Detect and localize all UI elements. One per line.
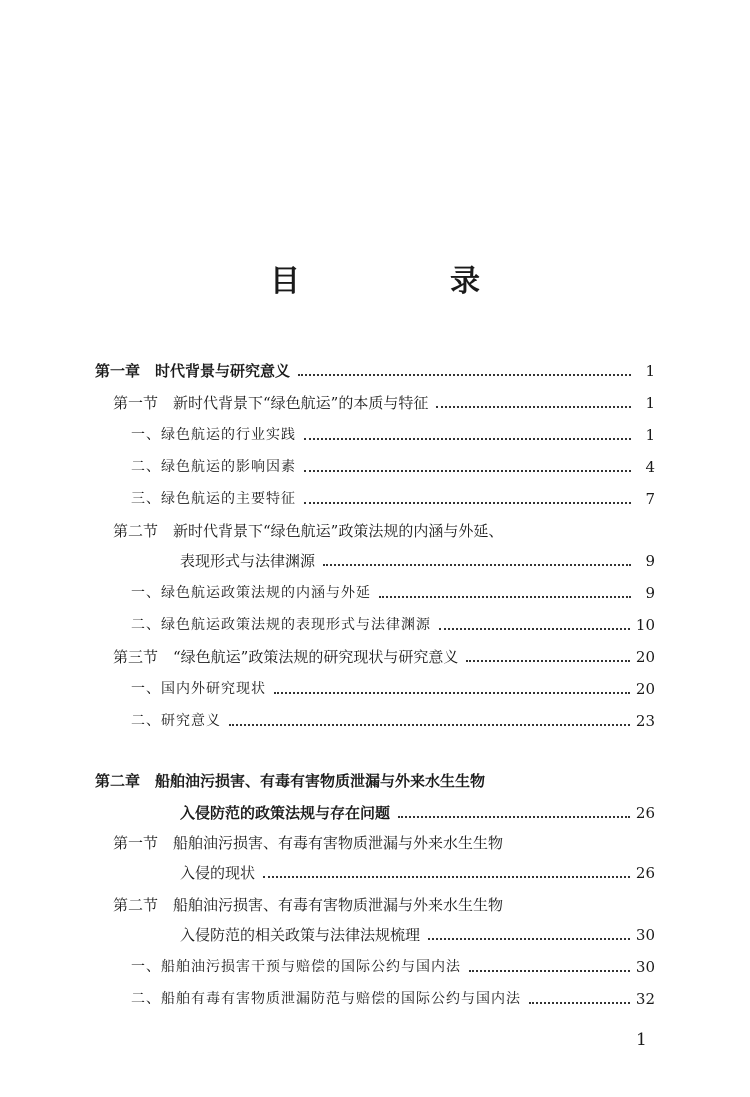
dot-leader — [469, 970, 630, 972]
dot-leader — [304, 438, 631, 440]
toc-entry-label: 第一节 新时代背景下“绿色航运”的本质与特征 — [113, 394, 429, 412]
toc-entry-subsection[interactable] — [131, 983, 655, 1009]
toc-entry-label: 二、绿色航运的影响因素 — [131, 459, 296, 475]
toc-entry-label: 二、绿色航运政策法规的表现形式与法律渊源 — [131, 617, 431, 633]
dot-leader — [398, 816, 630, 818]
toc-entry-subsection[interactable] — [131, 705, 655, 731]
dot-leader — [274, 692, 630, 694]
toc-entry-label: 一、国内外研究现状 — [131, 681, 266, 697]
toc-entry-label: 二、船舶有毒有害物质泄漏防范与赔偿的国际公约与国内法 — [131, 991, 521, 1007]
dot-leader — [323, 564, 631, 566]
toc-entry-page: 9 — [645, 552, 655, 570]
toc-entry-page: 32 — [635, 990, 655, 1008]
toc-entry-section-1-3[interactable] — [113, 641, 655, 667]
dot-leader — [529, 1002, 630, 1004]
dot-leader — [466, 660, 630, 662]
toc-entry-chapter-2[interactable] — [95, 765, 655, 791]
toc-entry-page: 26 — [635, 804, 655, 822]
toc-entry-subsection[interactable] — [131, 609, 655, 635]
toc-entry-page: 7 — [645, 490, 655, 508]
toc-entry-subsection[interactable] — [131, 577, 655, 603]
toc-entry-label: 入侵的现状 — [180, 864, 256, 882]
toc-entry-section-2-2[interactable] — [113, 889, 655, 915]
toc-entry-page: 26 — [635, 864, 655, 882]
toc-entry-page: 10 — [635, 616, 655, 634]
toc-entry-section-1-2[interactable] — [113, 515, 655, 541]
toc-entry-label: 第二节 船舶油污损害、有毒有害物质泄漏与外来水生生物 — [113, 896, 504, 914]
toc-entry-page: 20 — [635, 680, 655, 698]
toc-entry-section-1-1[interactable] — [113, 387, 655, 413]
dot-leader — [229, 724, 630, 726]
dot-leader — [304, 502, 631, 504]
toc-entry-page: 30 — [635, 926, 655, 944]
toc-entry-page: 1 — [645, 426, 655, 444]
toc-entry-subsection[interactable] — [131, 419, 655, 445]
toc-entry-page: 23 — [635, 712, 655, 730]
toc-entry-label: 二、研究意义 — [131, 713, 221, 729]
toc-entry-label: 入侵防范的相关政策与法律法规梳理 — [180, 926, 421, 944]
toc-entry-label: 第一节 船舶油污损害、有毒有害物质泄漏与外来水生生物 — [113, 834, 504, 852]
toc-entry-page: 1 — [645, 394, 655, 412]
toc-entry-chapter-1[interactable] — [95, 355, 655, 381]
toc-entry-label: 一、绿色航运政策法规的内涵与外延 — [131, 585, 371, 601]
toc-entry-subsection[interactable] — [131, 483, 655, 509]
toc-entry-continuation[interactable] — [180, 797, 655, 823]
toc-entry-page: 20 — [635, 648, 655, 666]
toc-entry-section-2-1[interactable] — [113, 827, 655, 853]
toc-entry-continuation[interactable] — [180, 919, 655, 945]
toc-entry-subsection[interactable] — [131, 451, 655, 477]
dot-leader — [304, 470, 631, 472]
dot-leader — [428, 938, 630, 940]
toc-entry-page: 9 — [645, 584, 655, 602]
toc-entry-label: 第二章 船舶油污损害、有毒有害物质泄漏与外来水生生物 — [95, 772, 486, 790]
toc-title: 目 录 — [270, 264, 540, 299]
toc-entry-label: 第三节 “绿色航运”政策法规的研究现状与研究意义 — [113, 648, 459, 666]
dot-leader — [436, 406, 631, 408]
toc-entry-page: 1 — [645, 362, 655, 380]
toc-entry-label: 第二节 新时代背景下“绿色航运”政策法规的内涵与外延、 — [113, 522, 504, 540]
page-number: 1 — [636, 1030, 647, 1050]
toc-entry-page: 4 — [645, 458, 655, 476]
dot-leader — [263, 876, 630, 878]
toc-entry-label: 一、船舶油污损害干预与赔偿的国际公约与国内法 — [131, 959, 461, 975]
toc-entry-continuation[interactable] — [180, 857, 655, 883]
toc-entry-label: 入侵防范的政策法规与存在问题 — [180, 804, 391, 822]
dot-leader — [298, 374, 631, 376]
toc-entry-label: 一、绿色航运的行业实践 — [131, 427, 296, 443]
toc-entry-subsection[interactable] — [131, 673, 655, 699]
toc-entry-subsection[interactable] — [131, 951, 655, 977]
toc-entry-label: 第一章 时代背景与研究意义 — [95, 362, 291, 380]
toc-entry-label: 表现形式与法律渊源 — [180, 552, 316, 570]
toc-entry-page: 30 — [635, 958, 655, 976]
toc-entry-continuation[interactable] — [180, 545, 655, 571]
toc-entry-label: 三、绿色航运的主要特征 — [131, 491, 296, 507]
dot-leader — [379, 596, 631, 598]
dot-leader — [439, 628, 630, 630]
